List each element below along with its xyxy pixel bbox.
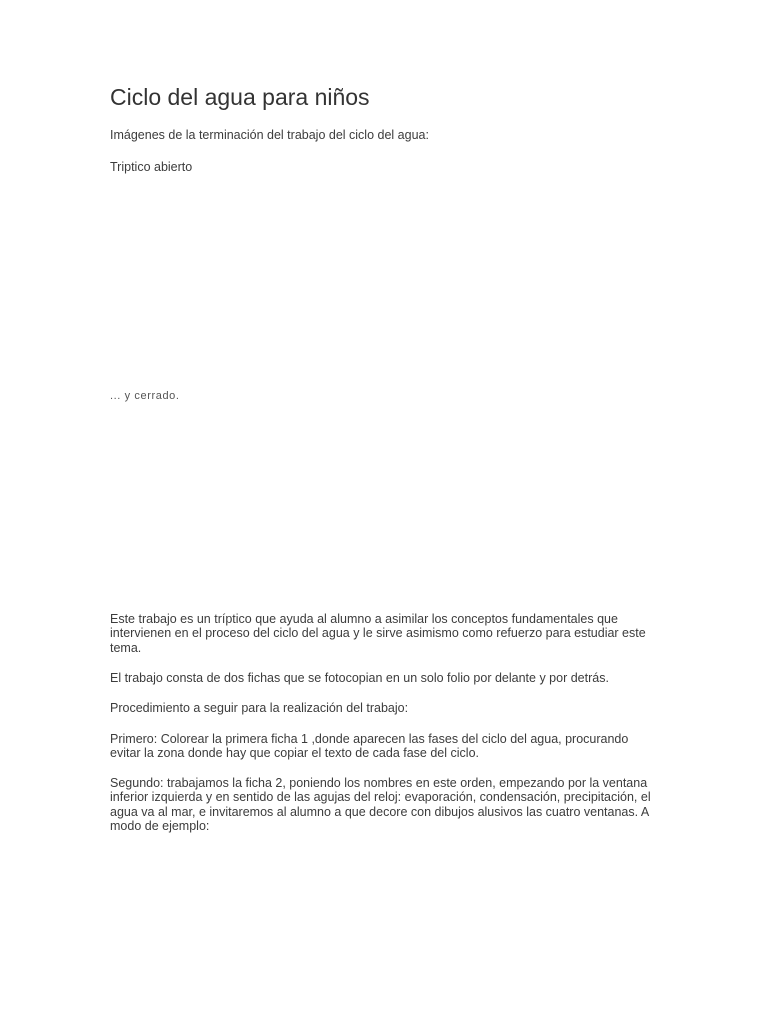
paragraph-4: Primero: Colorear la primera ficha 1 ,donde aparecen las fases del ciclo del agua, procurando evitar la zona donde hay que copiar el texto de cada fase del ciclo.: [110, 732, 629, 761]
image-placeholder-open: [110, 182, 655, 382]
caption-open: Triptico abierto: [110, 160, 193, 174]
paragraph-3: Procedimiento a seguir para la realización del trabajo:: [110, 701, 409, 715]
paragraph-2: El trabajo consta de dos fichas que se fotocopian en un solo folio por delante y por detrás.: [110, 671, 609, 685]
page-title: Ciclo del agua para niños: [110, 84, 370, 110]
image-placeholder-closed: [110, 408, 655, 608]
intro-text: Imágenes de la terminación del trabajo del ciclo del agua:: [110, 128, 429, 142]
caption-closed: ... y cerrado.: [110, 390, 180, 402]
paragraph-5: Segundo: trabajamos la ficha 2, poniendo los nombres en este orden, empezando por la ventana inferior izquierda y en sentido de las agujas del reloj: evaporación, condensación, precipitación, el agua va al mar, e invitaremos al alumno a que decore con dibujos alusivos las cuatro ventanas. A modo de ejemplo:: [110, 776, 651, 834]
paragraph-1: Este trabajo es un tríptico que ayuda al alumno a asimilar los conceptos fundamentales que intervienen en el proceso del ciclo del agua y le sirve asimismo como refuerzo para estudiar este tema.: [110, 612, 646, 655]
